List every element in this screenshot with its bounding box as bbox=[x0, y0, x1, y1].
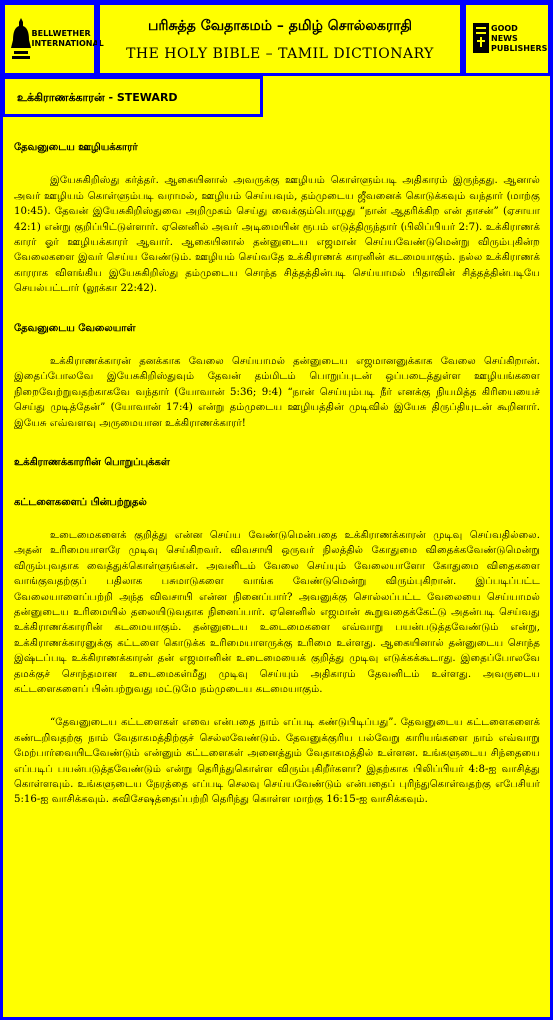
body-paragraph: உடைமைகளைக் குறித்து என்ன செய்ய வேண்டுமென்பதை உக்கிராணக்காரன் முடிவு செய்வதில்லை. அதன் உரிமையாளரே முடிவு செய்கிறவர். விவசாயி ஒருவர் நிலத்தில் கோதுமை விதைக்கவேண்டுமென்று விரும்புவதாக வைத்துக்கொள்ளுங்கள். அவனிடம் வேலை செய்யும் வேலையாளோ கோதுமை விதைகளை வாங்குவதற்குப் பதிலாக பசுமாடுகளை வாங்க வேண்டுமென்று விரும்புகிறான். இப்படிப்பட்ட வேலையாளைப்பற்றி அந்த விவசாயி என்ன நினைப்பார்? அவனுக்கு சொல்லப்பட்ட வேலையை செய்யாமல் தன்னுடைய உரிமையில் தலையிடுவதாக நினைப்பார். ஏனெனில் எஜமான் கூறுவதைக்கேட்டு அதன்படி செய்வது உக்கிராணக்காரரின் கடமையாகும். தன்னுடைய உடைமைகளை எவ்வாறு பயன்படுத்தவேண்டும் என்று, உக்கிராணக்காரனுக்கு கட்டளை கொடுக்க உரிமையாளருக்கு உரிமை உள்ளது. ஆகையினால் தன்னுடைய சொந்த இஷ்டப்படி உக்கிராணக்காரன் தன் எஜமானின் உடைமையைக் குறித்து முடிவு எடுக்கக்கூடாது. இதைப்போலவே தமக்குச் சொந்தமான உடைமைகள்மீது முடிவு செய்யும் அதிகாரம் தேவனிடம் உள்ளது. அவருடைய கட்டளைகளைப் பின்பற்றுவது மட்டுமே நம்முடைய கடமையாகும். bbox=[14, 529, 540, 695]
section-heading: தேவனுடைய வேலையாள் bbox=[14, 322, 136, 334]
title-box bbox=[97, 2, 463, 76]
section-heading: தேவனுடைய ஊழியக்காரர் bbox=[14, 142, 138, 153]
term-title: உக்கிராணக்காரன் - STEWARD bbox=[17, 91, 178, 104]
section bbox=[14, 140, 540, 297]
title-english: THE HOLY BIBLE – TAMIL DICTIONARY bbox=[126, 46, 434, 62]
section bbox=[14, 455, 540, 470]
bell-icon bbox=[10, 16, 32, 62]
body-paragraph: “தேவனுடைய கட்டளைகள் எவை என்பதை நாம் எப்படி கண்டுபிடிப்பது”. தேவனுடைய கட்டளைகளைக் கண்டறிவதற்கு நாம் வேதாகமத்திற்குச் செல்லவேண்டும். தேவனுக்குரிய பல்வேறு காரியங்களை நாம் எவ்வாறு மேற்பார்வையிடவேண்டும் என்னும் கட்டளைகள் அனைத்தும் வேதாகமத்தில் உள்ளன. உங்களுடைய சிந்தையை எப்படிப் பயன்படுத்தவேண்டும் என்று தெரிந்துகொள்ள விரும்புகிறீர்களா? இதற்காக பிலிப்பியர் 4:8-ஐ வாசித்து கொள்ளவும். உங்களுடைய நேரத்தை எப்படி செலவு செய்யவேண்டும் என்பதைப் புரிந்துகொள்வதற்கு எபேசியர் 5:16-ஐ வாசிக்கவும். சுவிசேஷத்தைப்பற்றி தெரிந்து கொள்ள மாற்கு 16:15-ஐ வாசிக்கவும். bbox=[14, 717, 540, 806]
section bbox=[14, 495, 540, 808]
title-tamil: பரிசுத்த வேதாகமம் – தமிழ் சொல்லகராதி bbox=[148, 18, 412, 34]
right-logo-text: GOOD NEWS PUBLISHERS bbox=[491, 24, 548, 53]
body-paragraph: உக்கிராணக்காரன் தனக்காக வேலை செய்யாமல் தன்னுடைய எஜமானனுக்காக வேலை செய்கிறான். இதைப்போலவே இயேசுகிறிஸ்துவும் தேவன் தம்மிடம் பொறுப்புடன் ஒப்படைத்துள்ள ஊழியங்களை நிறைவேற்றுவதற்காகவே வந்தார் (யோவான் 5:36; 9:4) “நான் செய்யும்படி நீர் எனக்கு நியமித்த கிரியையைச் செய்து முடித்தேன்” (யோவான் 17:4) என்று தம்முடைய ஊழியத்தின் முடிவில் இயேசு திருப்தியுடன் கூறினார். இயேசு எவ்வளவு அருமையான உக்கிராணக்காரர்! bbox=[14, 356, 540, 429]
section-heading: உக்கிராணக்காரரின் பொறுப்புக்கள் bbox=[14, 457, 170, 469]
publisher-logo-right bbox=[463, 2, 551, 76]
body-paragraph: இயேசுகிறிஸ்து கர்த்தர். ஆகையினால் அவருக்கு ஊழியம் கொள்ளும்படி அதிகாரம் இருந்தது. ஆனால் அவர் ஊழியம் கொள்ளும்படி வராமல், ஊழியம் செய்யவும், தம்முடைய ஜீவனைக் கொடுக்கவும் வந்தார் (மாற்கு 10:45). தேவன் இயேசுகிறிஸ்துவை அறிமுகம் செய்து வைக்கும்பொழுது “நான் ஆதரிக்கிற என் தாசன்” (ஏசாயா 42:1) என்று குறிப்பிட்டுள்ளார். ஏனெனில் அவர் அடிமையின் ரூபம் எடுத்திருந்தார் (பிலிப்பியர் 2:7). உக்கிராணக் காரர் ஓர் ஊழியக்காரர் ஆவார். ஆகையினால் தன்னுடைய எஜமான் செய்யவேண்டுமென்று விரும்புகின்ற வேலைகளை இவர் செய்ய வேண்டும். ஊழியம் செய்வதே உக்கிராணக் காரனின் கடமையாகும். நல்ல உக்கிராணக் காரராக விளங்கிய இயேசுகிறிஸ்து தம்முடைய சொந்த சித்தத்தின்படி செய்யாமல் பிதாவின் சித்தத்தின்படியே செயல்பட்டார் (லூக்கா 22:42). bbox=[14, 175, 540, 295]
book-icon bbox=[471, 19, 491, 59]
subsection-heading: கட்டளைகளைப் பின்பற்றுதல் bbox=[14, 496, 147, 508]
section bbox=[14, 321, 540, 431]
article-content bbox=[14, 140, 540, 808]
left-logo-text: BELLWETHER INTERNATIONAL bbox=[31, 29, 104, 48]
publisher-logo-left bbox=[2, 2, 104, 76]
term-box bbox=[2, 76, 263, 117]
